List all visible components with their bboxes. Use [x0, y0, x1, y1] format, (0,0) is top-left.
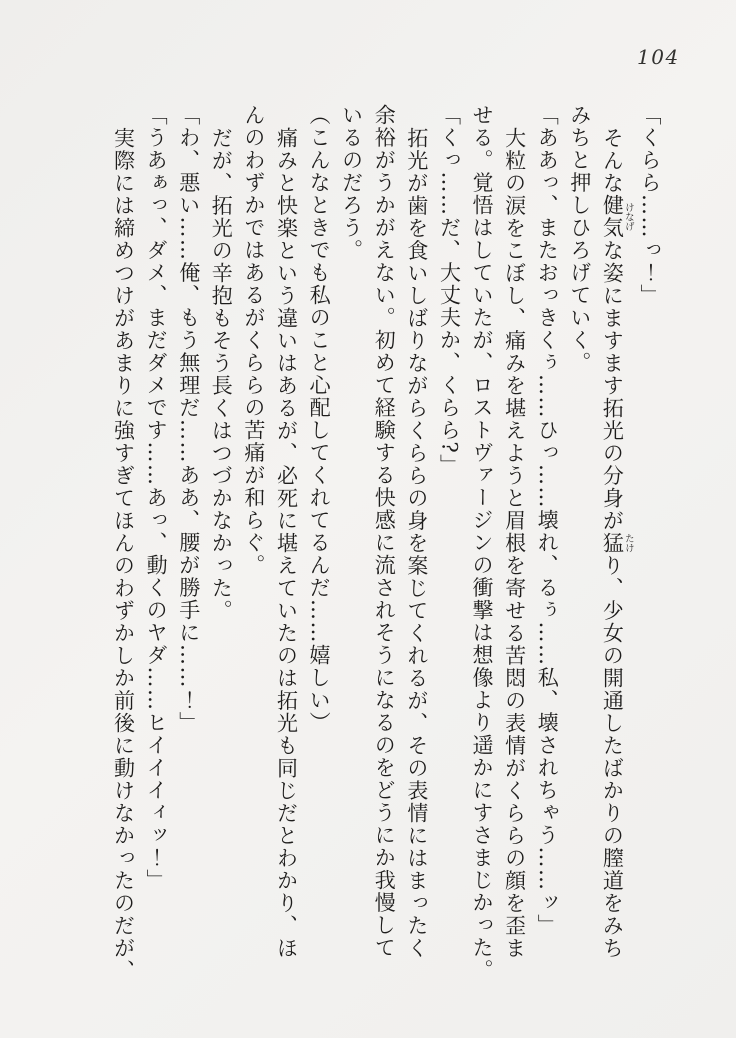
- text-line: 大粒の涙をこぼし、痛みを堪えようと眉根を寄せる苦悶の表情がくららの顔を歪ま: [502, 126, 527, 959]
- ruby-annotated-word: 猛たけ: [600, 531, 634, 554]
- text-line: せる。覚悟はしていたが、ロストヴァージンの衝撃は想像より遥かにすさまじかった。: [470, 104, 495, 982]
- text-line: そんな健気けなげな姿にますます拓光の分身が猛たけり、少女の開通したばかりの膣道をみち: [600, 126, 634, 959]
- text-line: 「くらら……っ！」: [638, 104, 662, 307]
- text-line: 「くっ……だ、大丈夫か、くらら?」: [437, 104, 462, 477]
- text-line: 痛みと快楽という違いはあるが、必死に堪えていたのは拓光も同じだとわかり、ほ: [274, 126, 299, 959]
- text-line: いるのだろう。: [339, 104, 364, 262]
- text-line: 「わ、悪い……俺、もう無理だ……ああ、腰が勝手に……！」: [176, 104, 201, 734]
- page-number: 104: [637, 45, 680, 69]
- text-line: んのわずかではあるがくららの苦痛が和らぐ。: [241, 104, 266, 577]
- text-line: （こんなときでも私のこと心配してくれてるんだ……嬉しい）: [307, 104, 332, 734]
- text-line: だが、拓光の辛抱もそう長くはつづかなかった。: [209, 126, 234, 622]
- text-line: 余裕がうかがえない。初めて経験する快感に流されそうになるのをどうにか我慢して: [372, 104, 397, 959]
- furigana: けなげ: [622, 194, 634, 239]
- text-line: みちと押しひろげていく。: [567, 104, 592, 374]
- text-line: 「ああっ、またおっきくぅ……ひっ……壊れ、るぅ……私、壊されちゃう……ッ」: [535, 104, 560, 937]
- furigana: たけ: [622, 531, 634, 554]
- text-line: 「うあぁっ、ダメ、まだダメです……あっ、動くのヤダ……ヒイイイィッ！」: [144, 104, 169, 892]
- page-text: [107, 104, 666, 1006]
- text-line: 実際には締めつけがあまりに強すぎてほんのわずかしか前後に動けなかったのだが、: [111, 126, 136, 982]
- text-line: 拓光が歯を食いしばりながらくららの身を案じてくれるが、その表情にはまったく: [404, 126, 429, 959]
- ruby-annotated-word: 健気けなげ: [600, 194, 634, 239]
